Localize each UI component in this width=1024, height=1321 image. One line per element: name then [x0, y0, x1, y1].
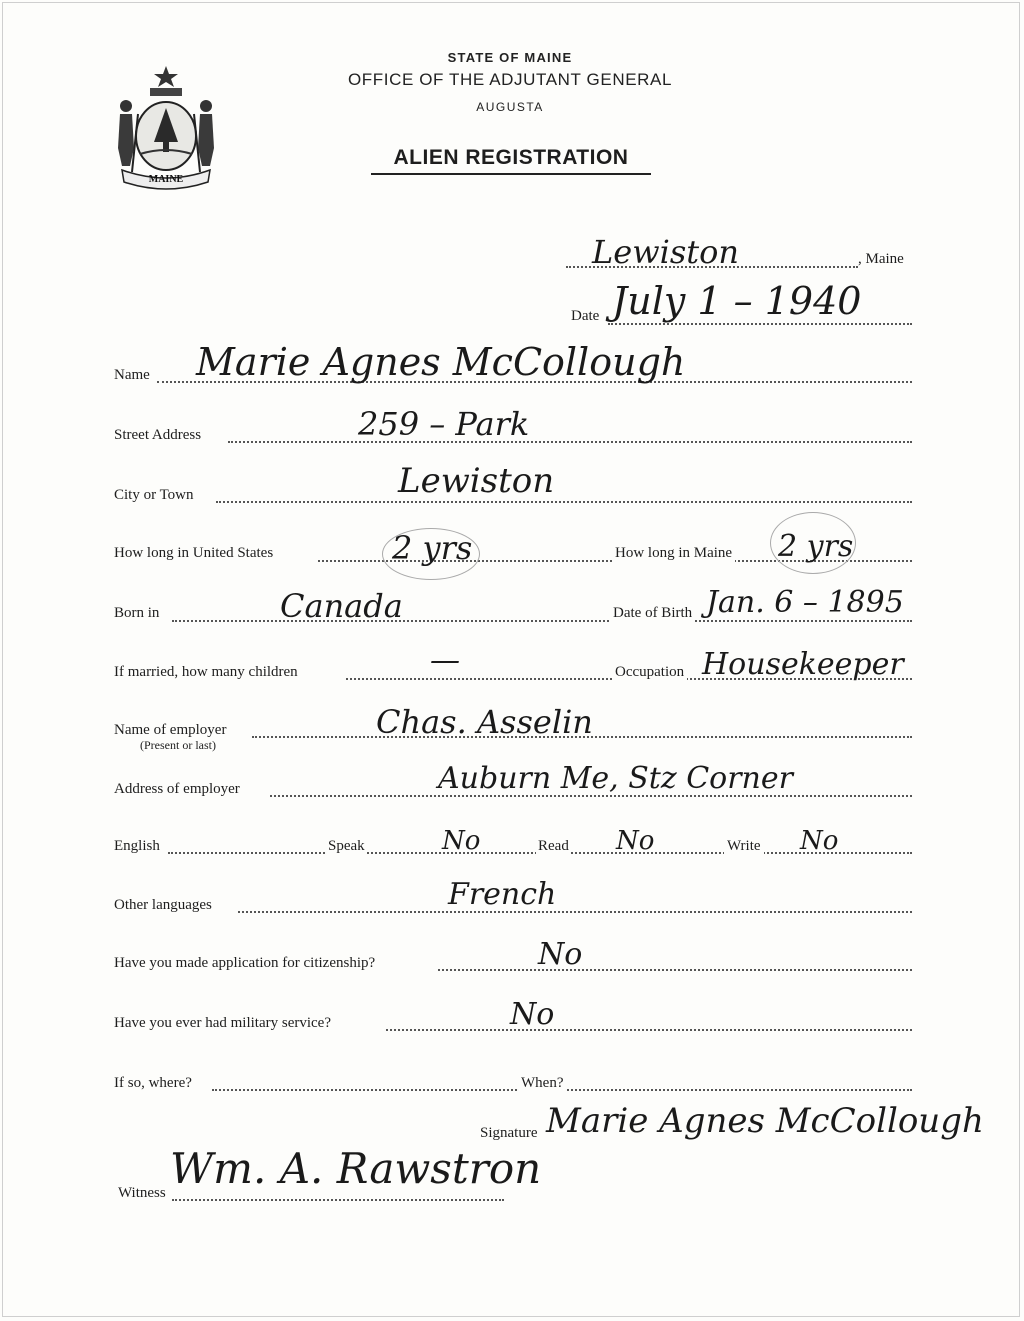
date-line — [608, 323, 912, 325]
city-heading: AUGUSTA — [476, 100, 544, 114]
street-address-line — [228, 441, 912, 443]
witness-label: Witness — [118, 1185, 166, 1201]
employer-name-sublabel: (Present or last) — [140, 738, 216, 752]
form-title: ALIEN REGISTRATION — [393, 146, 629, 169]
born-in-label: Born in — [114, 604, 162, 622]
employer-address-value[interactable]: Auburn Me, Stz Corner — [438, 761, 793, 796]
other-languages-value[interactable]: French — [448, 877, 557, 912]
speak-value[interactable]: No — [442, 826, 481, 856]
witness-value[interactable]: Wm. A. Rawstron — [170, 1144, 542, 1193]
city-or-town-label: City or Town — [114, 486, 198, 504]
maine-label: , Maine — [858, 251, 904, 267]
how-long-maine-value[interactable]: 2 yrs — [778, 529, 854, 564]
if-so-where-label: If so, where? — [114, 1074, 195, 1092]
read-value[interactable]: No — [616, 826, 655, 856]
name-label: Name — [114, 366, 153, 384]
employer-name-label: Name of employer — [114, 721, 230, 739]
signature-label: Signature — [480, 1125, 538, 1141]
office-heading: OFFICE OF THE ADJUTANT GENERAL — [347, 70, 673, 89]
street-address-value[interactable]: 259 – Park — [358, 405, 530, 443]
seal-banner-text: MAINE — [148, 174, 184, 185]
signature-value[interactable]: Marie Agnes McCollough — [546, 1101, 984, 1141]
military-value[interactable]: No — [510, 997, 555, 1032]
witness-line — [172, 1199, 504, 1201]
date-of-birth-value[interactable]: Jan. 6 – 1895 — [706, 585, 904, 620]
occupation-value[interactable]: Housekeeper — [702, 647, 904, 682]
employer-name-value[interactable]: Chas. Asselin — [376, 703, 593, 741]
english-label: English — [114, 837, 163, 855]
read-label: Read — [538, 838, 569, 854]
street-address-label: Street Address — [114, 426, 205, 444]
town-value[interactable]: Lewiston — [592, 233, 739, 271]
title-underline — [371, 173, 651, 175]
citizenship-line — [438, 969, 912, 971]
citizenship-value[interactable]: No — [538, 937, 583, 972]
state-heading: STATE OF MAINE — [447, 50, 573, 65]
city-or-town-value[interactable]: Lewiston — [398, 461, 555, 501]
write-value[interactable]: No — [800, 826, 839, 856]
employer-address-label: Address of employer — [114, 780, 243, 798]
occupation-label: Occupation — [612, 663, 687, 681]
other-languages-label: Other languages — [114, 896, 215, 914]
name-value[interactable]: Marie Agnes McCollough — [196, 340, 686, 384]
maine-state-seal-icon — [110, 62, 222, 190]
military-line — [386, 1029, 912, 1031]
how-long-maine-label: How long in Maine — [612, 544, 735, 562]
city-line — [216, 501, 912, 503]
write-label: Write — [724, 837, 764, 855]
married-children-label: If married, how many children — [114, 663, 302, 681]
born-in-value[interactable]: Canada — [280, 587, 403, 625]
other-languages-line — [238, 911, 912, 913]
married-children-value[interactable]: — — [430, 643, 460, 678]
speak-label: Speak — [328, 838, 365, 854]
citizenship-label: Have you made application for citizenship? — [114, 954, 378, 972]
date-of-birth-label: Date of Birth — [610, 604, 695, 622]
how-long-us-value[interactable]: 2 yrs — [392, 529, 473, 567]
when-label: When? — [518, 1074, 566, 1092]
military-label: Have you ever had military service? — [114, 1014, 334, 1032]
how-long-us-label: How long in United States — [114, 544, 277, 562]
date-value[interactable]: July 1 – 1940 — [612, 279, 862, 323]
date-label: Date — [571, 308, 600, 324]
